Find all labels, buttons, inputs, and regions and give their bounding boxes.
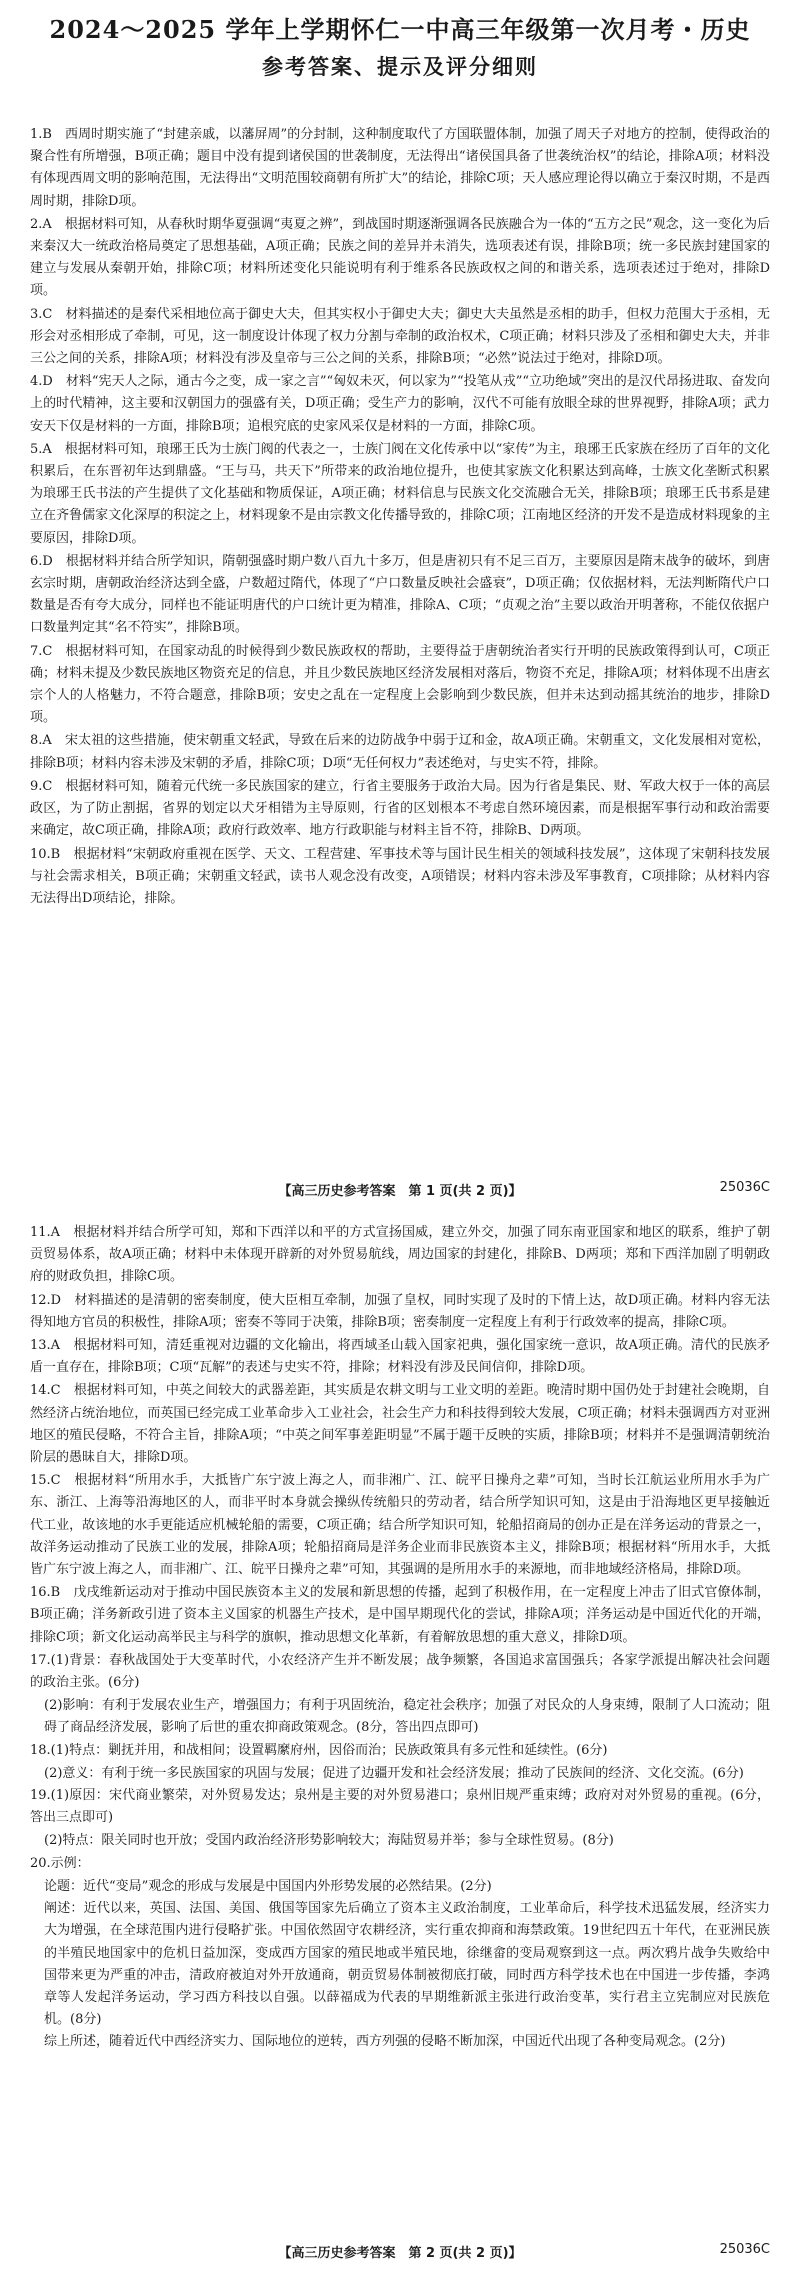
footer-page-label: 【高三历史参考答案 第 1 页(共 2 页)】 <box>278 1184 522 1199</box>
page-footer-1 <box>30 1180 770 1204</box>
answer-item: 11.A 根据材料并结合所学可知，郑和下西洋以和平的方式宣扬国威，建立外交，加强了同东南亚国家和地区的联系，维护了朝贡贸易体系，故A项正确；材料中未体现开辟新的对外贸易航线，周边国家的封建化，排除B、D两项；郑和下西洋加剧了明朝政府的财政负担，排除C项。 <box>30 1225 770 1285</box>
answer-item: 18.(1)特点：剿抚并用，和战相间；设置羁縻府州，因俗而治；民族政策具有多元性和延续性。(6分) <box>30 1742 608 1758</box>
page-title: 2024～2025 学年上学期怀仁一中高三年级第一次月考・历史 <box>49 15 751 44</box>
answer-item: 20.示例： <box>30 1855 90 1871</box>
answer-item: 15.C 根据材料“所用水手，大抵皆广东宁波上海之人，而非湘广、江、皖平日操舟之辈”可知，当时长江航运业所用水手为广东、浙江、上海等沿海地区的人，而非平时本身就会操纵传统船只的劳动者，结合所学知识可知，这是由于沿海地区更早接触近代工业，故该地的水手更能适应机械轮船的需要，C项正确；结合所学知识可知，轮船招商局的创办正是在洋务运动的背景之一，故洋务运动推动了民族工业的发展，排除A项；轮船招商局是洋务企业而非民族资本主义，排除B项；根据材料“所用水手，大抵皆广东宁波上海之人，而非湘广、江、皖平日操舟之辈”可知，其强调的是所用水手的来源地，而非地域经济格局，排除D项。 <box>30 1473 770 1578</box>
answer-sub-item: 综上所述，随着近代中西经济实力、国际地位的逆转，西方列强的侵略不断加深，中国近代出现了各种变局观念。(2分) <box>44 2034 726 2050</box>
answer-item: 2.A 根据材料可知，从春秋时期华夏强调“夷夏之辨”，到战国时期逐渐强调各民族融合为一体的“五方之民”观念，这一变化为后来秦汉大一统政治格局奠定了思想基础，A项正确；民族之间的差异并未消失，选项表述有误，排除B项；统一多民族封建国家的建立与发展从秦朝开始，排除C项；材料所述变化只能说明有利于维系各民族政权之间的和谐关系，选项表述过于绝对，排除D项。 <box>30 216 770 299</box>
answer-sub-item: (2)意义：有利于统一多民族国家的巩固与发展；促进了边疆开发和社会经济发展；推动了民族间的经济、文化交流。(6分) <box>44 1765 744 1781</box>
answer-item: 3.C 材料描述的是秦代采相地位高于御史大夫，但其实权小于御史大夫；御史大夫虽然是丞相的助手，但权力范围大于丞相，无形会对丞相形成了牵制，可见，这一制度设计体现了权力分割与牵制的政治权术，C项正确；材料只涉及了丞相和御史大夫，并非三公之间的关系，排除A项；材料没有涉及皇帝与三公之间的关系，排除B项；“必然”说法过于绝对，排除D项。 <box>30 306 770 367</box>
answer-sub-item: (2)特点：限关同时也开放；受国内政治经济形势影响较大；海陆贸易并举；参与全球性贸易。(8分) <box>44 1833 614 1849</box>
footer-exam-code: 25036C <box>719 1180 770 1195</box>
answer-sub-item: 论题：近代“变局”观念的形成与发展是中国国内外形势发展的必然结果。(2分) <box>44 1878 492 1894</box>
answer-item: 10.B 根据材料“宋朝政府重视在医学、天文、工程营建、军事技术等与国计民生相关的领域科技发展”，这体现了宋朝科技发展与社会需求相关，B项正确；宋朝重文轻武，读书人观念没有改变，A项错误；材料内容未涉及军事教育，C项排除；从材料内容无法得出D项结论，排除。 <box>30 846 770 906</box>
answer-item: 13.A 根据材料可知，清廷重视对边疆的文化输出，将西域圣山载入国家祀典，强化国家统一意识，故A项正确。清代的民族矛盾一直存在，排除B项；C项“瓦解”的表述与史实不符，排除；材料没有涉及民间信仰，排除D项。 <box>30 1338 770 1376</box>
answer-item: 1.B 西周时期实施了“封建亲戚，以藩屏周”的分封制，这种制度取代了方国联盟体制，加强了周天子对地方的控制，使得政治的聚合性有所增强，B项正确；题目中没有提到诸侯国的世袭制度，无法得出“诸侯国具备了世袭统治权”的结论，排除A项；材料没有体现西周文明的影响范围，无法得出“文明范围较商朝有所扩大”的结论，排除C项；天人感应理论得以确立于秦汉时期，不是西周时期，排除D项。 <box>30 127 770 209</box>
page-footer-2 <box>30 2242 770 2266</box>
answer-item: 4.D 材料“宪天人之际，通古今之变，成一家之言”“匈奴未灭，何以家为”“投笔从戎”“立功绝域”突出的是汉代昂扬进取、奋发向上的时代精神，这主要和汉朝国力的强盛有关，D项正确；受生产力的影响，汉代不可能有放眼全球的世界视野，排除A项；武力安天下仅是材料的一方面，排除B项；追根究底的史家风采仅是材料的一方面，排除C项。 <box>30 374 770 434</box>
footer-page-label: 【高三历史参考答案 第 2 页(共 2 页)】 <box>278 2246 522 2261</box>
answer-item: 5.A 根据材料可知，琅琊王氏为士族门阀的代表之一，士族门阀在文化传承中以“家传”为主，琅琊王氏家族在经历了百年的文化积累后，在东晋初年达到鼎盛。“王与马，共天下”所带来的政治地位提升，也使其家族文化积累达到高峰，士族文化垄断式积累为琅琊王氏书法的产生提供了文化基础和物质保证，A项正确；材料信息与民族文化交流融合无关，排除B项；琅琊王氏书系是建立在齐鲁儒家文化深厚的积淀之上，材料现象不是由宗教文化传播导致的，排除C项；江南地区经济的开发不是造成材料现象的主要原因，排除D项。 <box>30 441 770 546</box>
answer-sub-item: 阐述：近代以来，英国、法国、美国、俄国等国家先后确立了资本主义政治制度，工业革命后，科学技术迅猛发展，经济实力大为增强，在全球范围内进行侵略扩张。中国依然固守农耕经济，实行重农抑商和海禁政策。19世纪四五十年代，在亚洲民族的半殖民地国家中的危机日益加深，变成西方国家的殖民地或半殖民地，徐继畲的变局观察到这一点。两次鸦片战争失败给中国带来更为严重的冲击，清政府被迫对外开放通商，朝贡贸易体制被彻底打破，同时西方科学技术也在中国进一步传播，李鸿章等人发起洋务运动，学习西方科技以自强。以薛福成为代表的早期维新派主张进行政治变革，实行君主立宪制应对民族危机。(8分) <box>44 1901 770 2028</box>
answer-item: 17.(1)背景：春秋战国处于大变革时代，小农经济产生并不断发展；战争频繁，各国追求富国强兵；各家学派提出解决社会问题的政治主张。(6分) <box>30 1652 770 1691</box>
answer-item: 19.(1)原因：宋代商业繁荣，对外贸易发达；泉州是主要的对外贸易港口；泉州旧规严重束缚；政府对对外贸易的重视。(6分，答出三点即可) <box>30 1788 770 1826</box>
answers-part-2 <box>30 1222 770 2054</box>
answer-item: 14.C 根据材料可知，中英之间较大的武器差距，其实质是农耕文明与工业文明的差距。晚清时期中国仍处于封建社会晚期，自然经济占统治地位，而英国已经完成工业革命步入工业社会，社会生产力和科技得到较大发展，C项正确；材料未强调西方对亚洲地区的殖民侵略，不符合主旨，排除A项；“中英之间军事差距明显”不属于题干反映的实质，排除B项；材料并不是强调清朝统治阶层的愚昧自大，排除D项。 <box>30 1383 770 1466</box>
answers-part-1 <box>30 124 770 911</box>
answer-item: 7.C 根据材料可知，在国家动乱的时候得到少数民族政权的帮助，主要得益于唐朝统治者实行开明的民族政策得到认可，C项正确；材料未提及少数民族地区物资充足的信息，并且少数民族地区经济发展相对落后，物资不充足，排除A项；材料体现不出唐玄宗个人的人格魅力，不符合题意，排除B项；安史之乱在一定程度上会影响到少数民族，但并未达到动摇其统治的地步，排除D项。 <box>30 643 770 726</box>
answer-item: 16.B 戊戌维新运动对于推动中国民族资本主义的发展和新思想的传播，起到了积极作用，在一定程度上冲击了旧式官僚体制，B项正确；洋务新政引进了资本主义国家的机器生产技术，是中国早期现代化的尝试，排除A项；洋务运动是中国近代化的开端，排除C项；新文化运动高举民主与科学的旗帜，推动思想文化革新，有着解放思想的重大意义，排除D项。 <box>30 1585 770 1645</box>
answer-sub-item: (2)影响：有利于发展农业生产，增强国力；有利于巩固统治，稳定社会秩序；加强了对民众的人身束缚，限制了人口流动；阻碍了商品经济发展，影响了后世的重农抑商政策观念。(8分，答出四点即可) <box>44 1698 770 1736</box>
footer-exam-code: 25036C <box>719 2242 770 2257</box>
answer-item: 8.A 宋太祖的这些措施，使宋朝重文轻武，导致在后来的边防战争中弱于辽和金，故A项正确。宋朝重文，文化发展相对宽松，排除B项；材料内容未涉及宋朝的矛盾，排除C项；D项“无任何权力”表述绝对，与史实不符，排除。 <box>30 733 770 771</box>
answer-item: 9.C 根据材料可知，随着元代统一多民族国家的建立，行省主要服务于政治大局。因为行省是集民、财、军政大权于一体的高层政区，为了防止割据，省界的划定以犬牙相错为主导原则，行省的区划根本不考虑自然环境因素，而是根据军事行动和政治需要来确定，故C项正确，排除A项；政府行政效率、地方行政职能与材料主旨不符，排除B、D两项。 <box>30 778 770 839</box>
answer-item: 6.D 根据材料并结合所学知识，隋朝强盛时期户数八百九十多万，但是唐初只有不足三百万，主要原因是隋末战争的破坏，到唐玄宗时期，唐朝政治经济达到全盛，户数超过隋代，体现了“户口数量反映社会盛衰”，D项正确；仅依据材料，无法判断隋代户口数量是否有夸大成分，同样也不能证明唐代的户口统计更为精准，排除A、C项；“贞观之治”主要以政治开明著称，不能仅依据户口数量判定其“名不符实”，排除B项。 <box>30 553 770 636</box>
answer-item: 12.D 材料描述的是清朝的密奏制度，使大臣相互牵制，加强了皇权，同时实现了及时的下情上达，故D项正确。材料内容无法得知地方官员的积极性，排除A项；密奏不等同于决策，排除B项；密奏制度一定程度上有利于行政效率的提高，排除C项。 <box>30 1292 770 1330</box>
page-subtitle: 参考答案、提示及评分细则 <box>262 54 538 79</box>
